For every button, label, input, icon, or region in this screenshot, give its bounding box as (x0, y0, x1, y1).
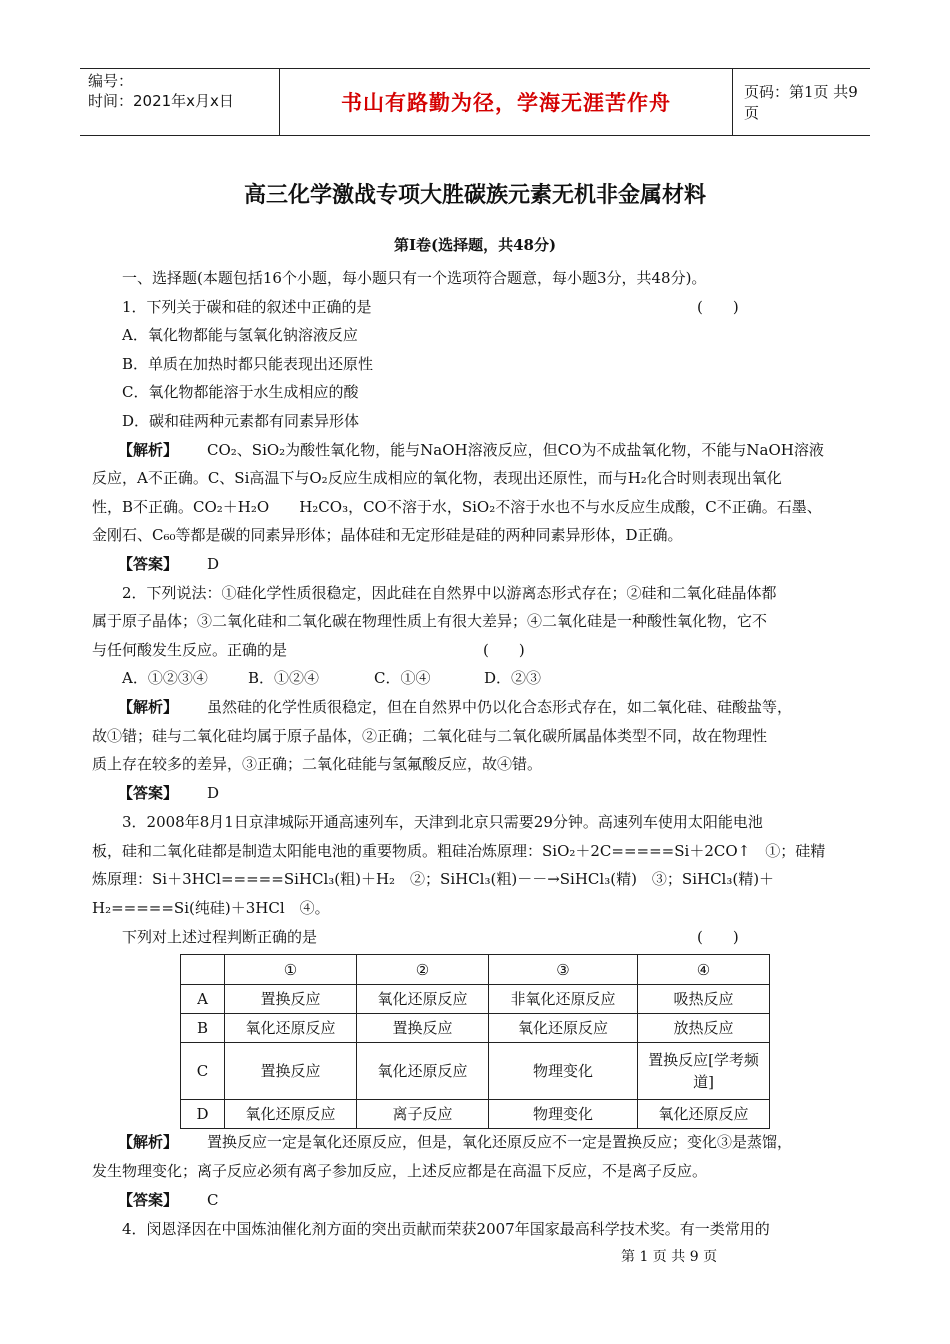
time-label: 时间：2021年x月x日 (88, 92, 234, 110)
header-motto: 书山有路勤为径，学海无涯苦作舟 (280, 69, 733, 135)
q3-analysis-line: 发生物理变化；离子反应必须有离子参加反应，上述反应都是在高温下反应，不是离子反应。 (92, 1162, 708, 1180)
table-cell: 离子反应 (357, 1100, 489, 1129)
table-header-row (181, 955, 770, 985)
q3-answer-label: 【答案】 (118, 1191, 179, 1209)
q2-option-b: B．①②④ (248, 669, 320, 687)
q3-analysis-label: 【解析】 (118, 1133, 179, 1151)
q2-analysis-line: 故①错；硅与二氧化硅均属于原子晶体，②正确；二氧化硅与二氧化碳所属晶体类型不同，故在物理性 (92, 727, 768, 745)
table-cell: 置换反应 (357, 1014, 489, 1043)
q3-options-table (180, 954, 770, 1129)
header-info (80, 69, 280, 135)
q2-answer: D (207, 784, 220, 802)
table-cell: 非氧化还原反应 (489, 985, 638, 1014)
q1-analysis-line: 反应，A不正确。C、Si高温下与O₂反应生成相应的氧化物，表现出还原性，而与H₂化合时则表现出氧化 (92, 469, 782, 487)
table-header-cell (181, 955, 225, 985)
q1-analysis-label: 【解析】 (118, 441, 179, 459)
header-page-code: 页码：第1页 共9页 (744, 83, 858, 122)
q2-answer-label: 【答案】 (118, 784, 179, 802)
table-cell: 氧化还原反应 (225, 1100, 357, 1129)
q2-stem-line: 与任何酸发生反应。正确的是 (92, 641, 288, 659)
table-row (181, 1043, 770, 1100)
table-cell: 氧化还原反应 (225, 1014, 357, 1043)
q3-answer: C (207, 1191, 219, 1209)
q3-analysis-text: 置换反应一定是氧化还原反应，但是，氧化还原反应不一定是置换反应；变化③是蒸馏， (207, 1133, 793, 1151)
table-cell: 置换反应 (225, 1043, 357, 1100)
table-cell: 物理变化 (489, 1100, 638, 1129)
doc-title: 高三化学激战专项大胜碳族元素无机非金属材料 (243, 183, 706, 208)
q2-stem: 2．下列说法：①硅化学性质很稳定，因此硅在自然界中以游离态形式存在；②硅和二氧化硅晶体都 (122, 584, 777, 602)
table-cell: 氧化还原反应 (357, 1043, 489, 1100)
table-cell: D (181, 1100, 225, 1129)
q2-analysis-label: 【解析】 (118, 698, 179, 716)
table-cell: C (181, 1043, 225, 1100)
table-row (181, 1100, 770, 1129)
q1-stem: 1．下列关于碳和硅的叙述中正确的是 (122, 298, 372, 316)
table-row (181, 1014, 770, 1043)
q2-option-c: C．①④ (374, 669, 431, 687)
q3-stem-line: 炼原理：Si＋3HCl=====SiHCl₃(粗)＋H₂ ②；SiHCl₃(粗)－－→SiHCl₃(精) ③；SiHCl₃(精)＋ (92, 870, 775, 888)
q2-option-a: A．①②③④ (122, 669, 208, 687)
table-row (181, 985, 770, 1014)
q1-option-c: C．氧化物都能溶于水生成相应的酸 (122, 383, 359, 401)
table-header-cell: ④ (638, 955, 770, 985)
table-cell: 放热反应 (638, 1014, 770, 1043)
table-header-cell: ③ (489, 955, 638, 985)
header-bar (80, 68, 870, 136)
q1-answer: D (207, 555, 220, 573)
q3-stem: 3．2008年8月1日京津城际开通高速列车，天津到北京只需要29分钟。高速列车使用太阳能电池 (122, 813, 763, 831)
table-cell: B (181, 1014, 225, 1043)
number-label: 编号： (88, 72, 134, 90)
q4-stem: 4．闵恩泽因在中国炼油催化剂方面的突出贡献而荣获2007年国家最高科学技术奖。有一类常用的 (122, 1220, 770, 1238)
table-cell: 氧化还原反应 (638, 1100, 770, 1129)
q1-option-b: B．单质在加热时都只能表现出还原性 (122, 355, 374, 373)
q3-question: 下列对上述过程判断正确的是 (122, 928, 318, 946)
q1-option-d: D．碳和硅两种元素都有同素异形体 (122, 412, 360, 430)
table-header-cell: ① (225, 955, 357, 985)
table-cell: 置换反应[学考频道] (638, 1043, 770, 1100)
q1-analysis-text: CO₂、SiO₂为酸性氧化物，能与NaOH溶液反应，但CO为不成盐氧化物，不能与NaOH溶液 (207, 441, 824, 459)
intro-line: 一、选择题(本题包括16个小题，每小题只有一个选项符合题意，每小题3分，共48分)。 (122, 269, 707, 287)
table-header-cell: ② (357, 955, 489, 985)
q1-analysis-line: 金刚石、C₆₀等都是碳的同素异形体；晶体硅和无定形硅是硅的两种同素异形体，D正确。 (92, 526, 683, 544)
q1-analysis-line: 性，B不正确。CO₂＋H₂O H₂CO₃，CO不溶于水，SiO₂不溶于水也不与水反应生成酸，C不正确。石墨、 (92, 498, 822, 516)
table-cell: 物理变化 (489, 1043, 638, 1100)
table-cell: 吸热反应 (638, 985, 770, 1014)
q1-answer-label: 【答案】 (118, 555, 179, 573)
table-cell: 置换反应 (225, 985, 357, 1014)
q2-stem-line: 属于原子晶体；③二氧化硅和二氧化碳在物理性质上有很大差异；④二氧化硅是一种酸性氧化物，它不 (92, 612, 768, 630)
page-footer: 第 1 页 共 9 页 (621, 1249, 718, 1265)
q3-stem-line: H₂=====Si(纯硅)＋3HCl ④。 (92, 899, 330, 917)
q2-bracket: ( ) (483, 641, 525, 659)
q2-analysis-line: 质上存在较多的差异，③正确；二氧化硅能与氢氟酸反应，故④错。 (92, 755, 543, 773)
q1-bracket: ( ) (697, 298, 739, 316)
q2-option-d: D．②③ (484, 669, 542, 687)
q3-bracket: ( ) (697, 928, 739, 946)
q2-analysis-text: 虽然硅的化学性质很稳定，但在自然界中仍以化合态形式存在，如二氧化硅、硅酸盐等， (207, 698, 793, 716)
q1-option-a: A．氧化物都能与氢氧化钠溶液反应 (122, 326, 358, 344)
table-cell: 氧化还原反应 (357, 985, 489, 1014)
q3-stem-line: 板，硅和二氧化硅都是制造太阳能电池的重要物质。粗硅冶炼原理：SiO₂＋2C=====Si＋2CO↑ ①；硅精 (92, 842, 826, 860)
table-cell: A (181, 985, 225, 1014)
table-cell: 氧化还原反应 (489, 1014, 638, 1043)
section-title: 第Ⅰ卷(选择题，共48分) (393, 236, 557, 254)
